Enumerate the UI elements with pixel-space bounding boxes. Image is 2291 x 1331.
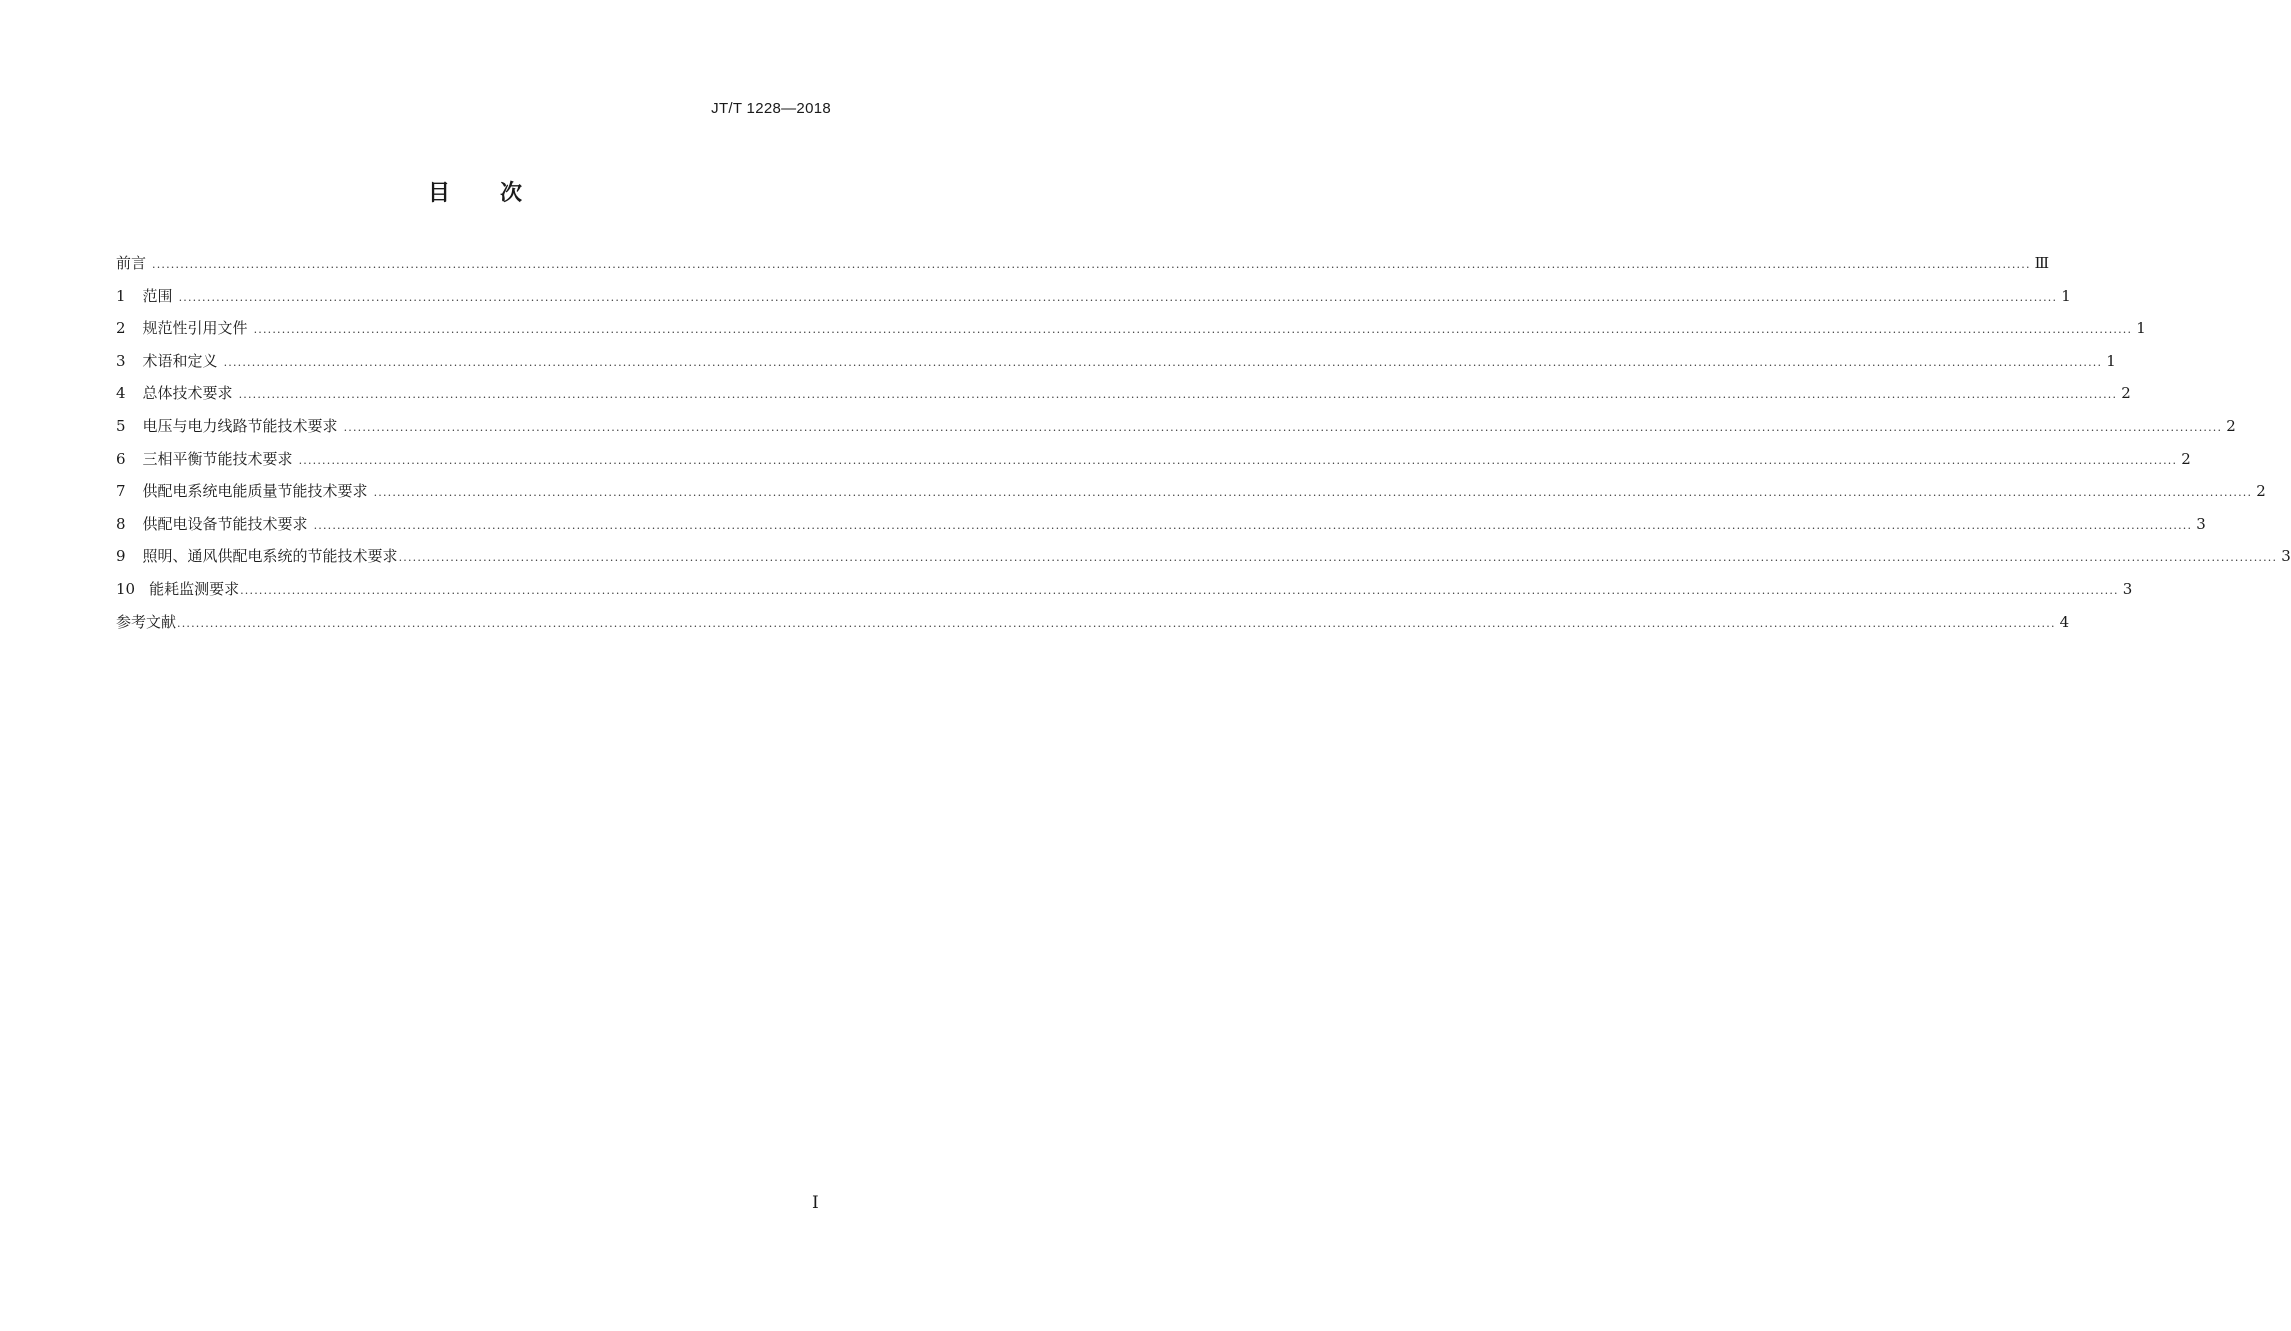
page-number: Ⅰ (812, 1193, 819, 1213)
toc-entry-3[interactable] (116, 315, 2146, 348)
toc-entry-leader: ................................................................................................................................................................................................................................................................................................................................................................................................................ (343, 420, 2223, 434)
toc-entry-page: 3 (2281, 547, 2291, 566)
toc-entry-8[interactable] (116, 478, 2266, 511)
toc-entry-leader: ................................................................................................................................................................................................................................................................................................................................................................................................................ (178, 290, 2058, 304)
toc-entry-leader: ................................................................................................................................................................................................................................................................................................................................................................................................................ (298, 453, 2178, 467)
toc-entry-label: 规范性引用文件 (142, 319, 248, 338)
toc-entry-page: 2 (2226, 416, 2236, 435)
toc-entry-label: 电压与电力线路节能技术要求 (142, 416, 338, 435)
toc-entry-number: 5 (116, 416, 126, 435)
toc-entry-label: 总体技术要求 (142, 384, 233, 403)
toc-entry-number: 6 (116, 449, 126, 468)
toc-entry-page: Ⅲ (2034, 254, 2050, 272)
toc-entry-page: 2 (2256, 482, 2266, 501)
toc-entry-leader: ................................................................................................................................................................................................................................................................................................................................................................................................................ (373, 486, 2253, 500)
standard-code: JT/T 1228—2018 (711, 100, 831, 117)
toc-entry-leader: ................................................................................................................................................................................................................................................................................................................................................................................................................ (223, 355, 2103, 369)
toc-entry-label: 三相平衡节能技术要求 (142, 449, 293, 468)
toc-entry-leader: ................................................................................................................................................................................................................................................................................................................................................................................................................ (253, 323, 2133, 337)
toc-entry-7[interactable] (116, 446, 2191, 479)
toc-entry-label: 供配电设备节能技术要求 (142, 514, 308, 533)
toc-entry-12[interactable] (116, 609, 2070, 642)
toc-entry-leader: ................................................................................................................................................................................................................................................................................................................................................................................................................ (177, 616, 2056, 630)
toc-entry-number: 7 (116, 482, 126, 501)
toc-entry-number: 2 (116, 319, 126, 338)
toc-entry-9[interactable] (116, 511, 2206, 544)
toc-title-char-1: 目 (427, 181, 450, 206)
toc-entry-11[interactable] (116, 576, 2133, 609)
toc-entry-leader: ................................................................................................................................................................................................................................................................................................................................................................................................................ (238, 388, 2118, 402)
toc-entry-page: 1 (2061, 286, 2071, 305)
toc-entry-2[interactable] (116, 283, 2071, 316)
toc-title-char-2: 次 (500, 181, 523, 206)
toc-entry-page: 1 (2106, 351, 2116, 370)
toc-entry-number: 10 (116, 579, 136, 598)
toc-entry-page: 3 (2196, 514, 2206, 533)
toc-entry-label: 能耗监测要求 (149, 579, 240, 598)
toc-title (0, 176, 950, 207)
toc-entry-leader: ................................................................................................................................................................................................................................................................................................................................................................................................................ (240, 583, 2119, 597)
toc-entry-10[interactable] (116, 543, 2291, 576)
toc-entry-4[interactable] (116, 348, 2116, 381)
toc-entry-page: 3 (2122, 579, 2133, 598)
toc-entry-leader: ................................................................................................................................................................................................................................................................................................................................................................................................................ (398, 551, 2278, 565)
toc-entry-page: 4 (2059, 612, 2070, 631)
toc-entry-number: 8 (116, 514, 126, 533)
toc-entry-label: 范围 (142, 286, 173, 305)
toc-entry-label: 照明、通风供配电系统的节能技术要求 (142, 547, 398, 566)
toc-entry-page: 2 (2121, 384, 2131, 403)
toc-entry-1[interactable] (116, 250, 2050, 283)
toc-entry-label: 前言 (116, 254, 147, 272)
toc-entry-5[interactable] (116, 380, 2131, 413)
toc-entry-6[interactable] (116, 413, 2236, 446)
toc-entry-number: 4 (116, 384, 126, 403)
toc-entry-leader: ................................................................................................................................................................................................................................................................................................................................................................................................................ (152, 258, 2031, 271)
table-of-contents (116, 250, 2291, 641)
toc-entry-page: 1 (2136, 319, 2146, 338)
toc-entry-label: 参考文献 (116, 612, 177, 631)
toc-entry-leader: ................................................................................................................................................................................................................................................................................................................................................................................................................ (313, 518, 2193, 532)
toc-entry-number: 1 (116, 286, 126, 305)
toc-entry-number: 9 (116, 547, 126, 566)
toc-entry-label: 术语和定义 (142, 351, 218, 370)
toc-entry-label: 供配电系统电能质量节能技术要求 (142, 482, 368, 501)
toc-entry-page: 2 (2181, 449, 2191, 468)
toc-entry-number: 3 (116, 351, 126, 370)
